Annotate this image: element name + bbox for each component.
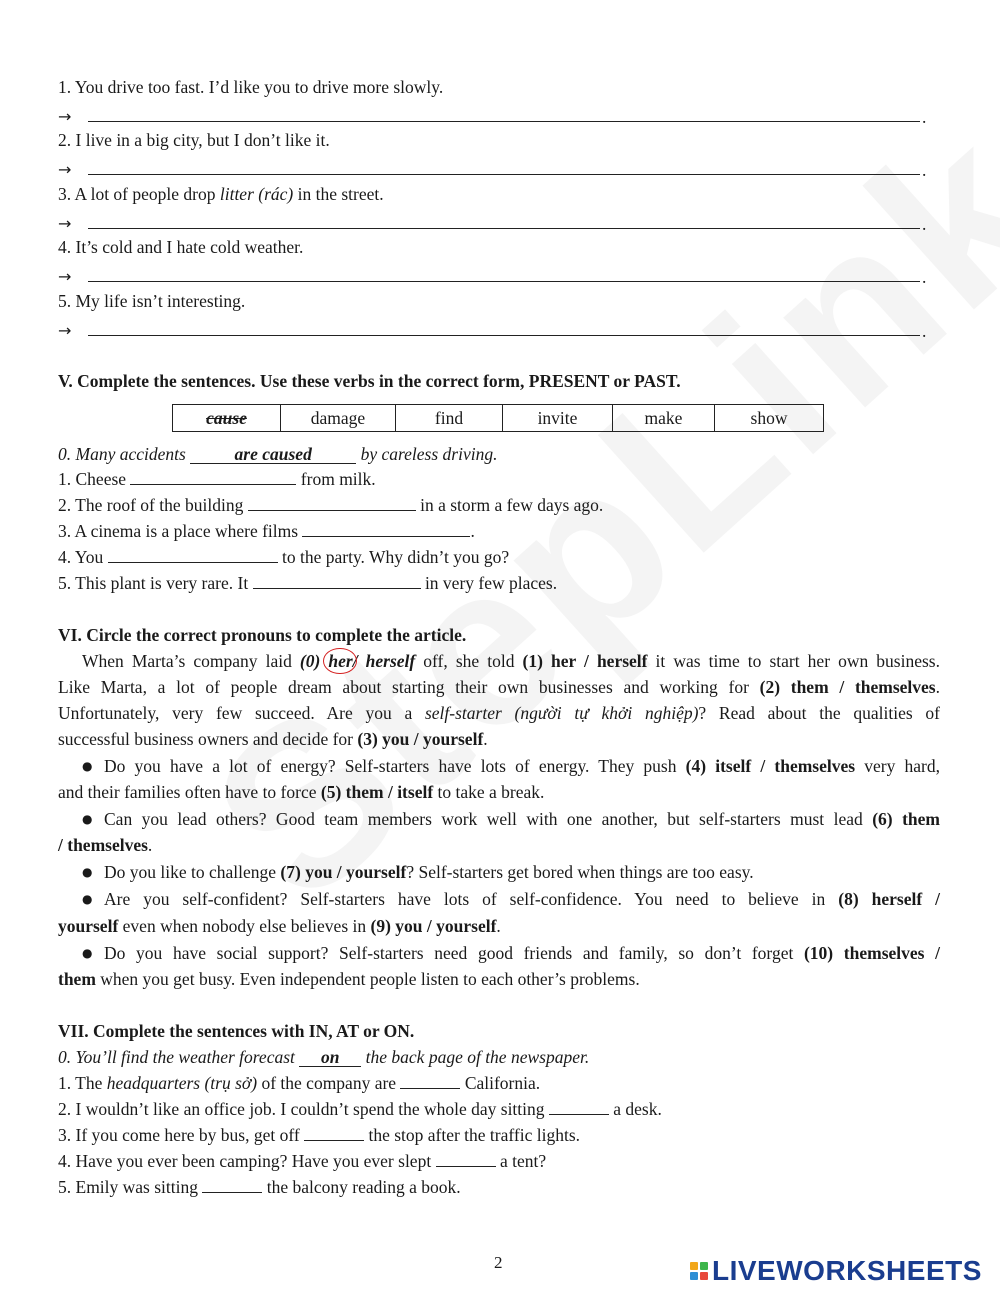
verb-find: find (396, 405, 503, 432)
bullet-icon: ● (82, 892, 93, 906)
answer-line-4[interactable] (88, 281, 920, 282)
blank-field[interactable] (108, 546, 278, 563)
ex6-para-line-1: When Marta’s company laid (0) her/ herself off, she told (1) her / herself it was time to start her own business. (82, 651, 940, 671)
ex7-example: 0. You’ll find the weather forecast on the back page of the newspaper. (58, 1047, 590, 1067)
ex5-item-4: 4. You to the party. Why didn’t you go? (58, 547, 510, 567)
answer-line-1[interactable] (88, 121, 920, 122)
arrow-icon: → (58, 267, 72, 286)
ex6-bullet-5-cont: them when you get busy. Even independent people listen to each other’s problems. (58, 969, 640, 989)
verb-make: make (613, 405, 715, 432)
ex5-example: 0. Many accidents are caused by careless driving. (58, 444, 498, 464)
circled-answer: her (328, 651, 353, 671)
verb-cause: cause (173, 405, 281, 432)
option-10[interactable]: (10) themselves / (803, 943, 940, 963)
blank-field[interactable] (302, 520, 470, 537)
blank-field[interactable] (253, 572, 421, 589)
line-period: . (922, 107, 927, 127)
option-8[interactable]: (8) herself / (838, 889, 940, 909)
ex4-item-1: 1. You drive too fast. I’d like you to drive more slowly. (58, 77, 444, 97)
bullet-icon: ● (82, 865, 93, 879)
ex4-item-3-pre: 3. A lot of people drop (58, 184, 220, 204)
ex6-para-line-2: Like Marta, a lot of people dream about starting their own businesses and working for (2) them / themselves. (58, 677, 940, 697)
answer-line-5[interactable] (88, 335, 920, 336)
ex4-item-3-post: in the street. (293, 184, 384, 204)
line-period: . (922, 214, 927, 234)
option-9[interactable]: (9) you / yourself (370, 916, 497, 936)
answer-line-3[interactable] (88, 228, 920, 229)
verb-show: show (715, 405, 824, 432)
ex7-item-4: 4. Have you ever been camping? Have you ever slept a tent? (58, 1151, 547, 1171)
ex7-title: VII. Complete the sentences with IN, AT or ON. (58, 1021, 415, 1041)
ex6-para-line-3: Unfortunately, very few succeed. Are you a self-starter (người tự khởi nghiệp)? Read about the qualities of (58, 703, 940, 723)
ex4-item-5: 5. My life isn’t interesting. (58, 291, 246, 311)
ex7-item-2: 2. I wouldn’t like an office job. I couldn’t spend the whole day sitting a desk. (58, 1099, 662, 1119)
ex4-item-4: 4. It’s cold and I hate cold weather. (58, 237, 304, 257)
ex4-item-3 (58, 183, 384, 205)
arrow-icon: → (58, 214, 72, 233)
blank-field[interactable] (248, 494, 416, 511)
page-number: 2 (494, 1253, 503, 1272)
blank-field[interactable] (202, 1176, 262, 1193)
ex5-item-3: 3. A cinema is a place where films . (58, 521, 475, 541)
blank-field[interactable] (549, 1098, 609, 1115)
ex4-item-3-italic: litter (rác) (219, 184, 294, 204)
arrow-icon: → (58, 321, 72, 340)
line-period: . (922, 160, 927, 180)
example-answer: are caused (190, 445, 356, 464)
option-5[interactable]: (5) them / itself (320, 782, 434, 802)
ex6-bullet-1-cont: and their families often have to force (5) them / itself to take a break. (58, 782, 545, 802)
bullet-icon: ● (82, 946, 93, 960)
ex5-item-1: 1. Cheese from milk. (58, 469, 376, 489)
option-3[interactable]: (3) you / yourself (357, 729, 484, 749)
option-4[interactable]: (4) itself / themselves (685, 756, 856, 776)
blank-field[interactable] (304, 1124, 364, 1141)
ex7-item-3: 3. If you come here by bus, get off the stop after the traffic lights. (58, 1125, 581, 1145)
liveworksheets-logo[interactable] (690, 1255, 982, 1287)
blank-field[interactable] (400, 1072, 460, 1089)
ex7-item-1: 1. The headquarters (trụ sở) of the company are California. (58, 1073, 541, 1093)
ex5-title: V. Complete the sentences. Use these verbs in the correct form, PRESENT or PAST. (58, 371, 681, 391)
ex6-para-line-4: successful business owners and decide for (3) you / yourself. (58, 729, 488, 749)
ex6-bullet-2-cont: / themselves. (58, 835, 153, 855)
ex5-item-5: 5. This plant is very rare. It in very few places. (58, 573, 558, 593)
example-answer: on (299, 1048, 361, 1067)
ex6-title: VI. Circle the correct pronouns to complete the article. (58, 625, 467, 645)
option-7[interactable]: (7) you / yourself (280, 862, 407, 882)
arrow-icon: → (58, 160, 72, 179)
line-period: . (922, 267, 927, 287)
arrow-icon: → (58, 107, 72, 126)
ex6-bullet-2: ● Can you lead others? Good team members work well with one another, but self-starters must lead (6) them (82, 809, 940, 829)
ex6-bullet-1: ● Do you have a lot of energy? Self-starters have lots of energy. They push (4) itself / themselves very hard, (82, 756, 940, 776)
ex7-item-5: 5. Emily was sitting the balcony reading a book. (58, 1177, 461, 1197)
bullet-icon: ● (82, 812, 93, 826)
ex6-bullet-3: ● Do you like to challenge (7) you / yourself? Self-starters get bored when things are too easy. (82, 862, 754, 882)
logo-text: LIVEWORKSHEETS (712, 1255, 982, 1286)
answer-line-2[interactable] (88, 174, 920, 175)
bullet-icon: ● (82, 759, 93, 773)
ex5-item-2: 2. The roof of the building in a storm a few days ago. (58, 495, 604, 515)
blank-field[interactable] (130, 468, 296, 485)
option-6[interactable]: (6) them (872, 809, 940, 829)
verb-invite: invite (503, 405, 613, 432)
option-1[interactable]: (1) her / herself (522, 651, 648, 671)
logo-grid-icon (690, 1262, 708, 1280)
option-2[interactable]: (2) them / themselves (759, 677, 936, 697)
verb-box (172, 404, 824, 432)
ex4-item-2: 2. I live in a big city, but I don’t like it. (58, 130, 330, 150)
blank-field[interactable] (436, 1150, 496, 1167)
ex6-bullet-5: ● Do you have social support? Self-starters need good friends and family, so don’t forget (10) themselves / (82, 943, 940, 963)
ex6-bullet-4: ● Are you self-confident? Self-starters have lots of self-confidence. You need to believe in (8) herself / (82, 889, 940, 909)
line-period: . (922, 321, 927, 341)
verb-damage: damage (281, 405, 396, 432)
ex6-bullet-4-cont: yourself even when nobody else believes in (9) you / yourself. (58, 916, 501, 936)
